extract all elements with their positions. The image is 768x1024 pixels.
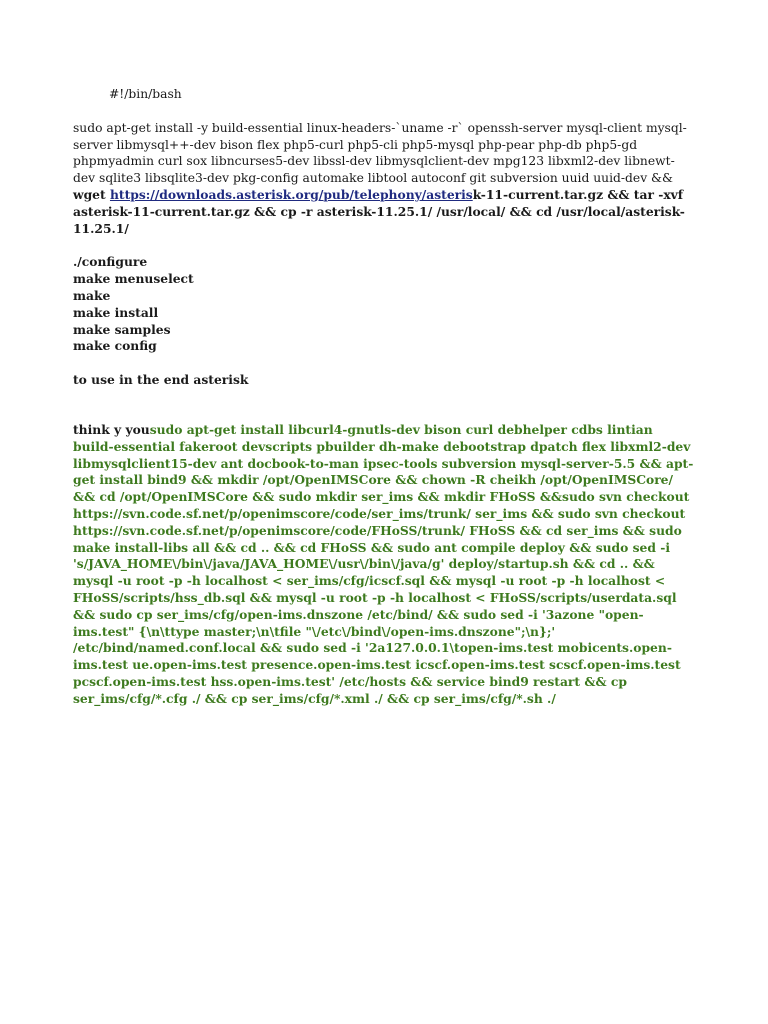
build-steps — [73, 254, 695, 355]
wget-rest: k-11-current.tar.gz && tar -xvf asterisk-11-current.tar.gz && cp -r asterisk-11.25.1/ /usr/local/ && cd /usr/local/asterisk-11.25.1/ — [73, 186, 685, 236]
spacer — [73, 355, 695, 372]
document-page — [73, 86, 695, 708]
install-paragraph — [73, 120, 695, 238]
spacer — [73, 389, 695, 422]
build-step-config: make config — [73, 338, 157, 354]
shebang-line: #!/bin/bash — [109, 87, 182, 101]
ims-command: sudo apt-get install libcurl4-gnutls-dev bison curl debhelper cdbs lintian build-essential fakeroot devscripts pbuilder dh-make debootstrap dpatch flex libxml2-dev libmysqlclient15-dev ant docbook-to-man ipsec-tools subversion mysql-server-5.5 && apt-get install bind9 && mkdir /opt/OpenIMSCore && chown -R cheikh /opt/OpenIMSCore/ && cd /opt/OpenIMSCore && sudo mkdir ser_ims && mkdir FHoSS &&sudo svn checkout https://svn.code.sf.net/p/openimscore/code/ser_ims/trunk/ ser_ims && sudo svn checkout https://svn.code.sf.net/p/openimscore/code/FHoSS/trunk/ FHoSS && cd ser_ims && sudo make install-libs all && cd .. && cd FHoSS && sudo ant compile deploy && sudo sed -i 's/JAVA_HOME\/bin\/java/JAVA_HOME\/usr\/bin\/java/g' deploy/startup.sh && cd .. && mysql -u root -p -h localhost < ser_ims/cfg/icscf.sql && mysql -u root -p -h localhost < FHoSS/scripts/hss_db.sql && mysql -u root -p -h localhost < FHoSS/scripts/userdata.sql && sudo cp ser_ims/cfg/open-ims.dnszone /etc/bind/ && sudo sed -i '3azone "open-ims.test" {\n\ttype master;\n\tfile "\/etc\/bind\/open-ims.dnszone";\n};' /etc/bind/named.conf.local && sudo sed -i '2a127.0.0.1\topen-ims.test mobicents.open-ims.test ue.open-ims.test presence.open-ims.test icscf.open-ims.test scscf.open-ims.test pcscf.open-ims.test hss.open-ims.test' /etc/hosts && service bind9 restart && cp ser_ims/cfg/*.cfg ./ && cp ser_ims/cfg/*.xml ./ && cp ser_ims/cfg/*.sh ./ — [73, 421, 694, 706]
thanks-prefix: think y you — [73, 421, 150, 437]
asterisk-download-link[interactable]: https://downloads.asterisk.org/pub/telephony/asteris — [109, 186, 473, 202]
build-step-install: make install — [73, 304, 159, 320]
build-step-configure: ./configure — [73, 254, 148, 270]
wget-prefix: wget — [73, 186, 110, 202]
build-step-menuselect: make menuselect — [73, 271, 194, 287]
spacer — [73, 237, 695, 254]
ims-paragraph — [73, 422, 695, 708]
build-step-samples: make samples — [73, 321, 171, 337]
build-step-make: make — [73, 287, 111, 303]
spacer — [73, 103, 695, 120]
usage-note: to use in the end asterisk — [73, 372, 249, 388]
install-command: sudo apt-get install -y build-essential linux-headers-`uname -r` openssh-server mysql-client mysql-server libmysql++-dev bison flex php5-curl php5-cli php5-mysql php-pear php-db php5-gd phpmyadmin curl sox libncurses5-dev libssl-dev libmysqlclient-dev mpg123 libxml2-dev libnewt-dev sqlite3 libsqlite3-dev pkg-config automake libtool autoconf git subversion uuid uuid-dev && — [73, 120, 687, 186]
